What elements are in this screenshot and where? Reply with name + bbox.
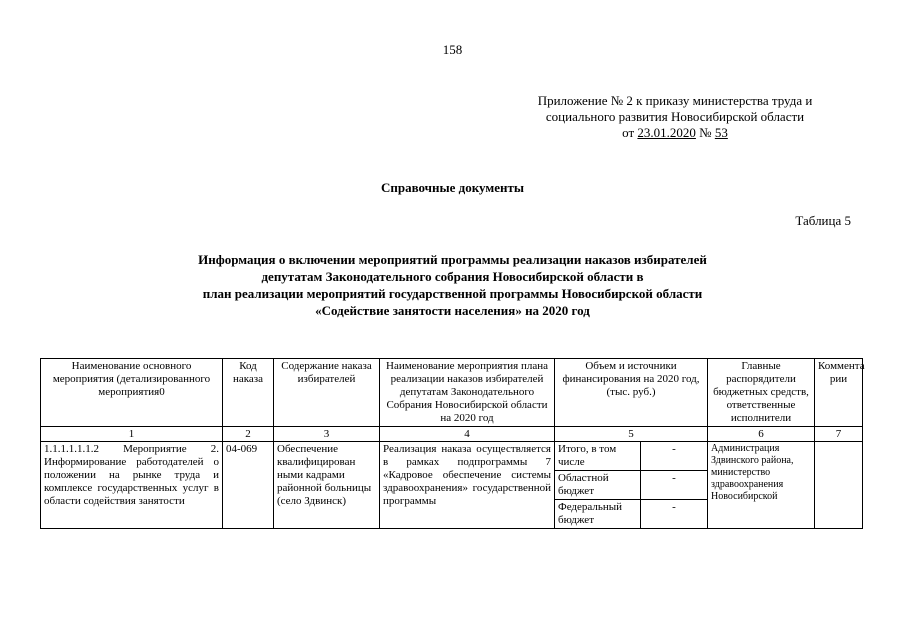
column-number: 3 bbox=[274, 427, 380, 442]
cell-order-content: Обеспечение квалифицирован ными кадрами районной больницы (село Здвинск) bbox=[274, 442, 380, 529]
financing-label: Областной бюджет bbox=[555, 471, 641, 500]
header-plan-activity: Наименование мероприятия плана реализации наказов избирателей депутатам Законодательного Собрания Новосибирской области на 2020 год bbox=[380, 359, 555, 427]
table-row bbox=[41, 442, 863, 529]
cell-executors: Администрация Здвинского района, министерство здравоохранения Новосибирской bbox=[708, 442, 815, 529]
cell-activity-name: 1.1.1.1.1.1.2 Мероприятие 2. Информирование работодателей о положении на рынке труда и комплексе государственных услуг в области содействия занятости bbox=[41, 442, 223, 529]
header-order-code: Код наказа bbox=[223, 359, 274, 427]
column-number: 6 bbox=[708, 427, 815, 442]
appendix-line-1: Приложение № 2 к приказу министерства труда и bbox=[537, 93, 813, 108]
title-line-4: «Содействие занятости населения» на 2020 год bbox=[315, 303, 590, 318]
page-number: 158 bbox=[442, 42, 463, 57]
appendix-line-2: социального развития Новосибирской области bbox=[545, 109, 805, 124]
appendix-block bbox=[505, 93, 845, 141]
financing-row bbox=[555, 471, 707, 500]
financing-amount: - bbox=[641, 442, 708, 471]
title-line-3: план реализации мероприятий государственной программы Новосибирской области bbox=[202, 286, 703, 301]
column-number: 1 bbox=[41, 427, 223, 442]
title-line-2: депутатам Законодательного собрания Новосибирской области в bbox=[261, 269, 644, 284]
header-comments: Коммента рии bbox=[815, 359, 863, 427]
appendix-line-3 bbox=[505, 125, 845, 141]
cell-comments bbox=[815, 442, 863, 529]
header-main-activity: Наименование основного мероприятия (детализированного мероприятия0 bbox=[41, 359, 223, 427]
financing-label: Федеральный бюджет bbox=[558, 501, 623, 526]
financing-subtable bbox=[555, 442, 707, 528]
column-number: 5 bbox=[555, 427, 708, 442]
table-label: Таблица 5 bbox=[795, 213, 851, 228]
column-number: 4 bbox=[380, 427, 555, 442]
financing-row bbox=[555, 442, 707, 471]
appendix-no-label: № bbox=[695, 125, 715, 140]
financing-amount: - bbox=[641, 471, 708, 500]
column-number: 7 bbox=[815, 427, 863, 442]
appendix-date: 23.01.2020 bbox=[637, 125, 696, 140]
header-financing: Объем и источники финансирования на 2020 год, (тыс. руб.) bbox=[555, 359, 708, 427]
section-title: Справочные документы bbox=[380, 180, 525, 195]
cell-plan-activity: Реализация наказа осуществляется в рамках подпрограммы 7 «Кадровое обеспечение системы здравоохранения» государственной программы bbox=[380, 442, 555, 529]
appendix-number: 53 bbox=[714, 125, 728, 140]
appendix-prefix: от bbox=[622, 125, 638, 140]
column-numbers-row bbox=[41, 427, 863, 442]
header-executors: Главные распорядители бюджетных средств, ответственные исполнители bbox=[708, 359, 815, 427]
document-title bbox=[0, 251, 905, 319]
financing-amount: - bbox=[641, 500, 708, 529]
title-line-1: Информация о включении мероприятий программы реализации наказов избирателей bbox=[198, 252, 707, 267]
cell-financing bbox=[555, 442, 708, 529]
data-table bbox=[40, 358, 863, 529]
header-order-content: Содержание наказа избирателей bbox=[274, 359, 380, 427]
header-row bbox=[41, 359, 863, 427]
financing-label: Итого, в том числе bbox=[555, 442, 641, 471]
column-number: 2 bbox=[223, 427, 274, 442]
financing-row bbox=[555, 500, 707, 529]
cell-order-code: 04-069 bbox=[223, 442, 274, 529]
